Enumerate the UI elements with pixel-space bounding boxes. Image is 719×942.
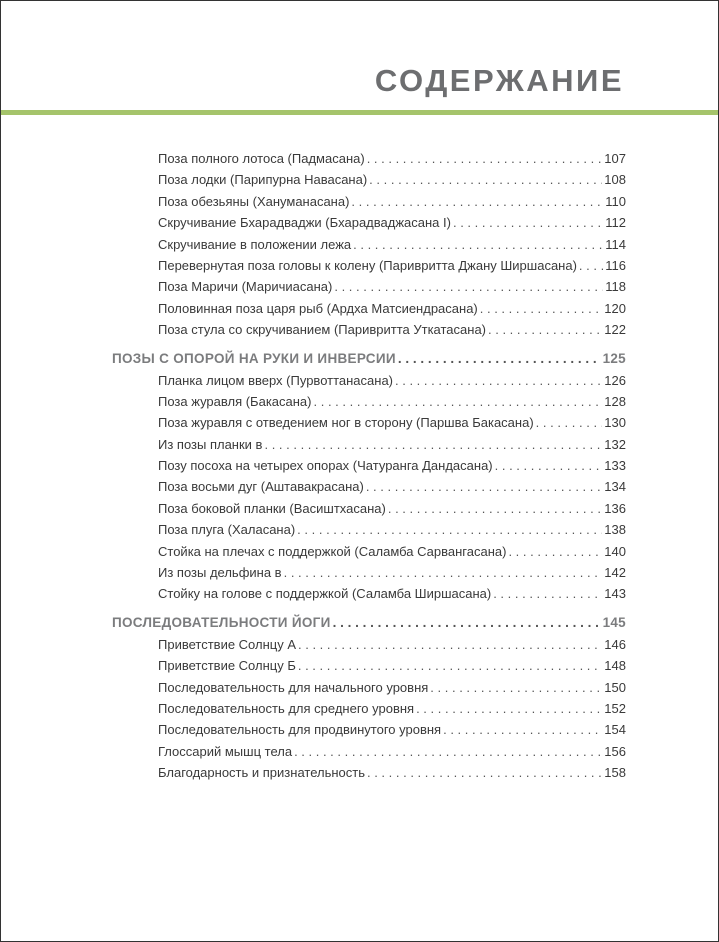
toc-entry[interactable] (112, 370, 626, 391)
dot-leader (314, 391, 603, 412)
toc-entry[interactable] (112, 212, 626, 233)
dot-leader (508, 541, 602, 562)
dot-leader (297, 519, 602, 540)
toc-entry[interactable] (112, 677, 626, 698)
toc-entry[interactable] (112, 519, 626, 540)
toc-entry[interactable] (112, 412, 626, 433)
toc-entry-page-number: 148 (604, 658, 626, 674)
toc-entry-page-number: 136 (604, 500, 626, 516)
dot-leader (366, 476, 602, 497)
toc-entry-page-number: 128 (604, 393, 626, 409)
toc-entry-label: Последовательность для продвинутого уровня (158, 722, 442, 738)
dot-leader (353, 234, 603, 255)
toc-entry[interactable] (112, 541, 626, 562)
toc-section[interactable] (112, 348, 626, 369)
dot-leader (453, 212, 603, 233)
toc-entry[interactable] (112, 434, 626, 455)
toc-entry-page-number: 150 (604, 679, 626, 695)
toc-entry-label: Из позы планки в (158, 436, 263, 452)
toc-entry[interactable] (112, 455, 626, 476)
dot-leader (298, 634, 602, 655)
toc-entry-label: Планка лицом вверх (Пурвоттанасана) (158, 372, 394, 388)
toc-entry-page-number: 158 (604, 765, 626, 781)
dot-leader (495, 455, 603, 476)
dot-leader (351, 191, 603, 212)
dot-leader (298, 655, 602, 676)
dot-leader (294, 741, 602, 762)
toc-entry-page-number: 156 (604, 743, 626, 759)
toc-section-label: ПОСЛЕДОВАТЕЛЬНОСТИ ЙОГИ (112, 615, 331, 631)
toc-entry[interactable] (112, 191, 626, 212)
dot-leader (443, 719, 602, 740)
dot-leader (536, 412, 603, 433)
toc-entry-label: Глоссарий мышц тела (158, 743, 293, 759)
toc-entry[interactable] (112, 391, 626, 412)
toc-entry[interactable] (112, 655, 626, 676)
toc-entry-page-number: 138 (604, 522, 626, 538)
toc-entry[interactable] (112, 634, 626, 655)
dot-leader (416, 698, 602, 719)
toc-entry-page-number: 108 (604, 172, 626, 188)
toc-entry-label: Скручивание Бхарадваджи (Бхарадваджасана I) (158, 215, 451, 231)
toc-entry-label: Поза обезьяны (Хануманасана) (158, 193, 350, 209)
dot-leader (493, 583, 602, 604)
toc-entry-page-number: 134 (604, 479, 626, 495)
dot-leader (264, 434, 602, 455)
toc-entry-page-number: 116 (605, 257, 626, 273)
toc-entry-label: Стойку на голове с поддержкой (Саламба Ширшасана) (158, 586, 492, 602)
toc-section-page-number: 125 (602, 351, 626, 367)
toc-entry-label: Поза восьми дуг (Аштавакрасана) (158, 479, 364, 495)
dot-leader (367, 762, 602, 783)
toc-entry-page-number: 118 (605, 279, 626, 295)
toc-entry-page-number: 126 (604, 372, 626, 388)
toc-entry-page-number: 146 (604, 636, 626, 652)
toc-entry-label: Позу посоха на четырех опорах (Чатуранга Дандасана) (158, 458, 493, 474)
toc-entry-label: Последовательность для среднего уровня (158, 700, 415, 716)
dot-leader (398, 348, 601, 369)
toc-entry[interactable] (112, 719, 626, 740)
toc-entry-label: Перевернутая поза головы к колену (Паривритта Джану Ширшасана) (158, 257, 577, 273)
toc-entry-label: Благодарность и признательность (158, 765, 365, 781)
dot-leader (367, 148, 603, 169)
toc-entry-label: Приветствие Солнцу Б (158, 658, 296, 674)
toc-entry-page-number: 112 (605, 215, 626, 231)
toc-entry-label: Последовательность для начального уровня (158, 679, 429, 695)
toc-section-page-number: 145 (602, 615, 626, 631)
toc-entry-page-number: 154 (604, 722, 626, 738)
toc-entry-label: Поза журавля с отведением ног в сторону (Паршва Бакасана) (158, 415, 534, 431)
toc-entry-label: Из позы дельфина в (158, 565, 282, 581)
toc-entry-page-number: 114 (605, 236, 626, 252)
toc-entry-page-number: 140 (604, 543, 626, 559)
toc-entry-label: Поза плуга (Халасана) (158, 522, 296, 538)
page-title: СОДЕРЖАНИЕ (374, 63, 624, 98)
dot-leader (480, 298, 603, 319)
dot-leader (284, 562, 603, 583)
dot-leader (369, 169, 602, 190)
toc-entry-label: Поза Маричи (Маричиасана) (158, 279, 333, 295)
toc-entry-page-number: 107 (604, 151, 626, 166)
toc-entry-page-number: 132 (604, 436, 626, 452)
toc-section[interactable] (112, 612, 626, 633)
toc-entry[interactable] (112, 148, 626, 169)
toc-entry[interactable] (112, 169, 626, 190)
dot-leader (579, 255, 603, 276)
toc-entry-page-number: 122 (604, 322, 626, 338)
dot-leader (488, 319, 602, 340)
toc-entry-label: Стойка на плечах с поддержкой (Саламба Сарвангасана) (158, 543, 507, 559)
toc-entry-page-number: 133 (604, 458, 626, 474)
dot-leader (430, 677, 602, 698)
toc-entry[interactable] (112, 498, 626, 519)
toc-entry-page-number: 110 (605, 193, 626, 209)
toc-entry-label: Поза полного лотоса (Падмасана) (158, 151, 365, 166)
table-of-contents (112, 148, 626, 784)
toc-entry[interactable] (112, 234, 626, 255)
toc-entry-page-number: 152 (604, 700, 626, 716)
toc-entry-label: Половинная поза царя рыб (Ардха Матсиендрасана) (158, 300, 478, 316)
toc-entry[interactable] (112, 298, 626, 319)
toc-entry-label: Скручивание в положении лежа (158, 236, 352, 252)
accent-rule (1, 110, 718, 115)
toc-entry[interactable] (112, 583, 626, 604)
toc-entry-label: Поза боковой планки (Васиштхасана) (158, 500, 386, 516)
dot-leader (333, 612, 601, 633)
toc-entry-label: Поза лодки (Парипурна Навасана) (158, 172, 368, 188)
dot-leader (388, 498, 602, 519)
toc-entry-page-number: 142 (604, 565, 626, 581)
toc-entry[interactable] (112, 255, 626, 276)
toc-entry[interactable] (112, 276, 626, 297)
toc-entry[interactable] (112, 741, 626, 762)
toc-entry[interactable] (112, 319, 626, 340)
toc-entry[interactable] (112, 476, 626, 497)
toc-entry[interactable] (112, 698, 626, 719)
toc-entry-page-number: 130 (604, 415, 626, 431)
toc-entry-page-number: 143 (604, 586, 626, 602)
toc-entry-page-number: 120 (604, 300, 626, 316)
toc-entry-label: Приветствие Солнцу А (158, 636, 296, 652)
toc-entry[interactable] (112, 562, 626, 583)
toc-section-label: ПОЗЫ С ОПОРОЙ НА РУКИ И ИНВЕРСИИ (112, 351, 396, 367)
dot-leader (395, 370, 602, 391)
toc-entry-label: Поза стула со скручиванием (Паривритта Уткатасана) (158, 322, 487, 338)
toc-entry-label: Поза журавля (Бакасана) (158, 393, 312, 409)
toc-entry[interactable] (112, 762, 626, 783)
dot-leader (334, 276, 603, 297)
